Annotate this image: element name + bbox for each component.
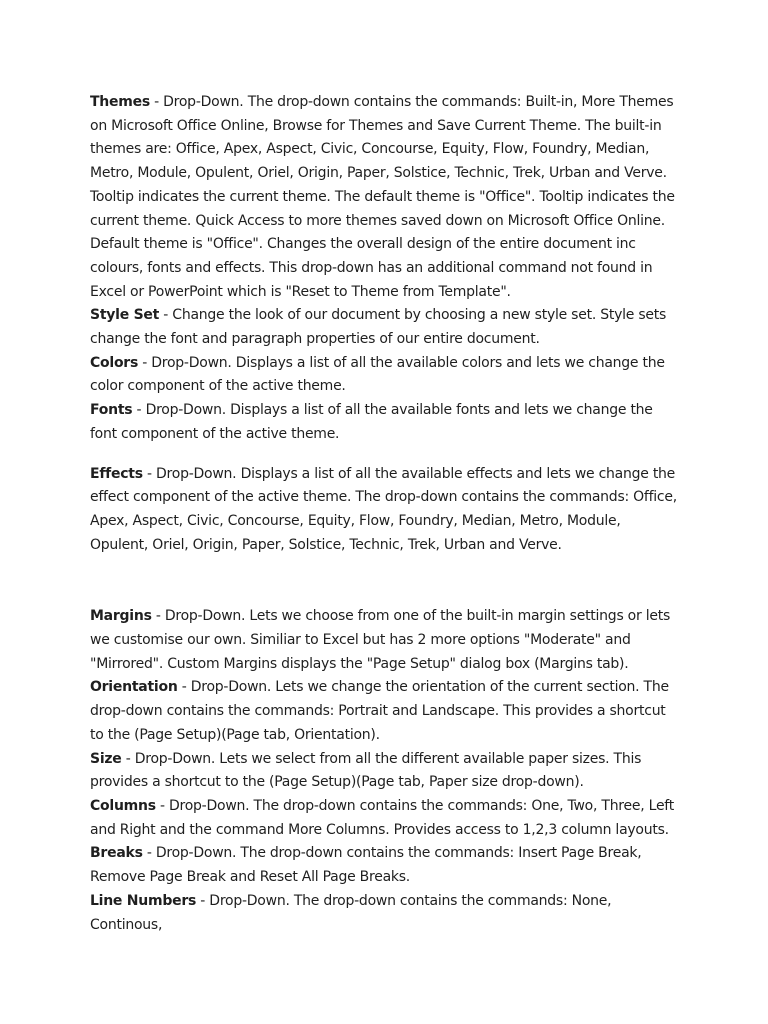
entry-description: Drop-Down. Displays a list of all the available colors and lets we change the color component of the active theme. — [90, 354, 665, 395]
term-label: Margins — [90, 608, 152, 625]
entry-description: Drop-Down. The drop-down contains the commands: None, Continous, — [90, 892, 612, 933]
entry-description: Drop-Down. Lets we choose from one of the built-in margin settings or lets we customise our own. Similiar to Excel but has 2 more options "Moderate" and "Mirrored". Custom Margins displays the "Page Setup" dialog box (Margins tab). — [90, 608, 670, 672]
term-label: Effects — [90, 465, 143, 482]
entry-margins — [90, 605, 682, 676]
term-label: Size — [90, 750, 122, 767]
term-label: Fonts — [90, 402, 133, 419]
entry-breaks — [90, 842, 682, 889]
term-label: Style Set — [90, 307, 160, 324]
separator: - — [159, 307, 173, 324]
entry-description: Drop-Down. The drop-down contains the commands: Built-in, More Themes on Microsoft Office Online, Browse for Themes and Save Current Theme. The built-in themes are: Office, Apex, Aspect, Civic, Concourse, Equity, Flow, Foundry, Median, Metro, Module, Opulent, Oriel, Origin, Paper, Solstice, Technic, Trek, Urban and Verve. Tooltip indicates the current theme. The default theme is "Office". Tooltip indicates the current theme. Quick Access to more themes saved down on Microsoft Office Online. Default theme is "Office". Changes the overall design of the entire document inc colours, fonts and effects. This drop-down has an additional command not found in Excel or PowerPoint which is "Reset to Theme from Template". — [90, 94, 675, 300]
term-label: Breaks — [90, 845, 143, 862]
document-body — [90, 91, 682, 937]
term-label: Themes — [90, 94, 150, 110]
separator: - — [151, 608, 165, 625]
entry-description: Drop-Down. Displays a list of all the available fonts and lets we change the font component of the active theme. — [90, 402, 653, 442]
separator: - — [142, 845, 156, 862]
entry-effects — [90, 463, 682, 558]
term-label: Columns — [90, 797, 156, 814]
separator: - — [138, 354, 152, 371]
term-label: Colors — [90, 354, 139, 371]
entry-orientation — [90, 676, 682, 747]
entry-description: Drop-Down. Lets we change the orientation of the current section. The drop-down contains the commands: Portrait and Landscape. This provides a shortcut to the (Page Setup)(Page tab, Orientation). — [90, 679, 669, 743]
entry-themes — [90, 91, 682, 304]
separator: - — [132, 402, 146, 419]
entry-description: Change the look of our document by choosing a new style set. Style sets change the font and paragraph properties of our entire document. — [90, 307, 667, 348]
separator: - — [142, 465, 157, 482]
section-spacer — [90, 557, 682, 605]
entry-fonts — [90, 399, 682, 446]
entry-description: Drop-Down. Displays a list of all the available effects and lets we change the effect component of the active theme. The drop-down contains the commands: Office, Apex, Aspect, Civic, Concourse, Equity, Flow, Foundry, Median, Metro, Module, Opulent, Oriel, Origin, Paper, Solstice, Technic, Trek, Urban and Verve. — [90, 465, 677, 553]
term-label: Line Numbers — [90, 892, 197, 909]
separator: - — [155, 797, 169, 814]
entry-description: Drop-Down. Lets we select from all the different available paper sizes. This provides a shortcut to the (Page Setup)(Page tab, Paper size drop-down). — [90, 750, 642, 791]
entry-columns — [90, 795, 682, 842]
entry-description: Drop-Down. The drop-down contains the commands: One, Two, Three, Left and Right and the command More Columns. Provides access to 1,2,3 column layouts. — [90, 797, 674, 838]
separator: - — [196, 892, 210, 909]
entry-style-set — [90, 304, 682, 351]
separator: - — [177, 679, 191, 696]
separator: - — [121, 750, 135, 767]
entry-colors — [90, 352, 682, 399]
term-label: Orientation — [90, 679, 178, 696]
entry-line-numbers — [90, 890, 682, 937]
entry-size — [90, 748, 682, 795]
separator: - — [149, 94, 164, 110]
entry-description: Drop-Down. The drop-down contains the commands: Insert Page Break, Remove Page Break and Reset All Page Breaks. — [90, 845, 642, 886]
paragraph-spacer — [90, 447, 682, 463]
